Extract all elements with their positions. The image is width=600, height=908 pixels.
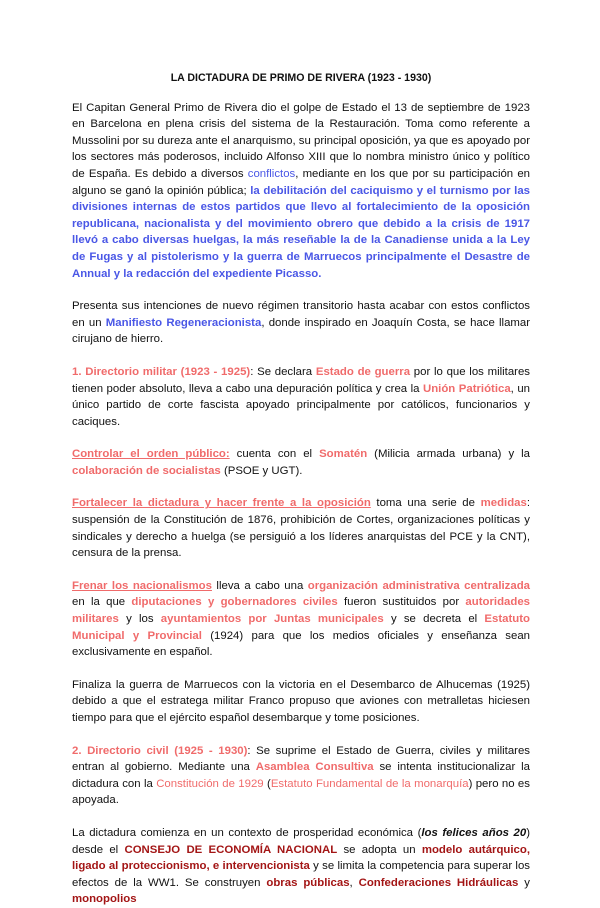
p8-run: Estatuto Fundamental de la monarquía: [270, 777, 469, 790]
paragraph-fortalecer-dictadura: [72, 495, 530, 561]
p1-run: el 13 de septiembre de 1923 en Barcelona en plena crisis del sistema de la Restauración. Toma como referente a: [72, 101, 530, 131]
p2-run: Manifiesto Regeneracionista: [105, 316, 262, 329]
p9-run: (: [413, 826, 422, 839]
p6-run: autoridades militares: [72, 596, 530, 626]
p1-run: dio el: [257, 101, 294, 114]
p1-run: , mediante en los que por su participación en alguno se ganó la opinión pública;: [72, 167, 530, 197]
p9-run: y: [518, 876, 530, 889]
p9-run: monopolios: [72, 893, 137, 906]
p7-run: Desembarco de Alhucemas (1925): [350, 678, 530, 691]
page-title: LA DICTADURA DE PRIMO DE RIVERA (1923 - 1930): [170, 72, 432, 84]
p9-run: obras públicas: [266, 876, 350, 889]
p9-run: La dictadura comienza en un contexto de: [72, 826, 294, 839]
paragraph-marruecos: [72, 677, 530, 727]
p9-run: CONSEJO DE ECONOMÍA NACIONAL: [124, 843, 338, 856]
p1-run: , su principal oposición, ya que es apoyado por los sectores más poderosos, incluido Alfonso XIII que lo nombra ministro único y político de España. Es debido a diversos: [72, 134, 530, 180]
p3-run: 1. Directorio militar (1923 - 1925): [72, 365, 251, 378]
p4-run: colaboración de socialistas: [72, 464, 221, 477]
p3-run: : Se declara: [250, 365, 316, 378]
p8-run: (: [263, 777, 271, 790]
p7-run: debido a que el estratega militar Franco propuso que aviones con metralletas hiciesen tiempo para que el ejército español desembarque y tome posiciones.: [72, 695, 530, 724]
p1-run: golpe de Estado: [293, 101, 378, 114]
p3-run: Unión Patriótica: [423, 382, 511, 395]
p9-run: y se limita la competencia para superar los efectos de la WW1. Se construyen: [72, 860, 530, 889]
p7-run: Finaliza la: [72, 678, 130, 691]
p8-run: ) pero no es apoyada.: [72, 777, 530, 807]
p1-run: El: [72, 101, 87, 114]
p6-run: ayuntamientos por Juntas municipales: [160, 613, 384, 626]
p6-run: fueron sustituidos por: [337, 596, 466, 609]
paragraph-intro: [72, 100, 530, 283]
p6-run: (1924) para que los medios oficiales y enseñanza sean exclusivamente en español.: [72, 629, 531, 659]
p8-run: 2. Directorio civil (1925 - 1930): [72, 744, 248, 757]
p9-run: se adopta un: [337, 843, 422, 856]
p4-run: cuenta con el: [229, 448, 320, 461]
p5-run: Fortalecer la dictadura y hacer frente a la oposición: [72, 497, 371, 510]
p1-run: Mussolini: [72, 134, 120, 147]
p2-run: .: [160, 333, 164, 346]
paragraph-manifiesto: [72, 298, 530, 348]
p1-run: conflictos: [247, 167, 296, 180]
p6-run: Frenar los nacionalismos: [72, 579, 212, 592]
p5-run: toma una serie de: [370, 497, 481, 510]
p5-run: : suspensión de la Constitución de 1876, prohibición de Cortes, organizaciones políticas y sindicales y derecho a huelga (se persiguió a los líderes anarquistas del PCE y la CNT), censura de la prensa.: [72, 497, 530, 560]
p5-run: medidas: [480, 497, 527, 510]
p2-run: cirujano de hierro: [72, 333, 161, 346]
paragraph-directorio-civil: [72, 743, 530, 809]
paragraph-orden-publico: [72, 446, 530, 479]
p7-run: con la victoria en el: [237, 678, 351, 691]
p6-run: diputaciones y gobernadores civiles: [131, 596, 338, 609]
p9-run: Confederaciones Hidráulicas: [358, 876, 519, 889]
p6-run: lleva a cabo una: [211, 579, 308, 592]
p8-run: : Se suprime el Estado de Guerra, civiles y militares entran al gobierno. Mediante una: [72, 744, 530, 774]
p8-run: se intenta institucionalizar la dictadura con la: [72, 761, 530, 790]
p3-run: , un único partido de corte fascista apoyado principalmente por católicos, funcionarios y caciques.: [72, 382, 531, 428]
paragraph-nacionalismos: [72, 578, 530, 661]
p1-run: anarquismo: [232, 134, 293, 147]
p8-run: Constitución de 1929: [156, 777, 264, 790]
p2-run: Presenta sus intenciones de nuevo régimen transitorio hasta acabar con estos conflictos en un: [72, 300, 530, 329]
p9-run: ) desde el: [72, 826, 531, 856]
p6-run: en la que: [72, 596, 132, 609]
p9-run: prosperidad económica: [293, 826, 414, 839]
p2-run: , donde inspirado en Joaquín Costa, se hace llamar: [261, 316, 531, 329]
p9-run: los felices años 20: [421, 826, 527, 839]
p6-run: Estatuto Municipal y Provincial: [72, 613, 530, 642]
p3-run: por lo que los militares tienen poder absoluto, lleva a cabo una depuración política y crea la: [72, 365, 530, 395]
paragraph-directorio-militar: [72, 364, 530, 430]
p4-run: (PSOE y UGT).: [220, 464, 303, 477]
p6-run: y se decreta el: [383, 613, 485, 626]
paragraph-economia: [72, 825, 530, 908]
p1-run: Capitan General Primo de Rivera: [86, 101, 258, 114]
p4-run: Controlar el orden público:: [72, 448, 230, 461]
p6-run: y los: [118, 613, 161, 626]
p8-run: Asamblea Consultiva: [255, 761, 374, 774]
p1-run: la debilitación del caciquismo y el turnismo por las divisiones internas de estos partidos que llevo al fortalecimiento de la oposición republicana, nacionalista y del movimiento obrero que debido a la crisis de 1917 llevó a cabo diversas huelgas, la más reseñable la de la Canadiense unida a la Ley de Fugas y al pistolerismo y la guerra de Marruecos principalmente el Desastre de Annual y la redacción del expediente Picasso.: [72, 184, 530, 280]
p9-run: modelo autárquico, ligado al proteccionismo, e intervencionista: [72, 843, 530, 873]
p4-run: (Milicia armada urbana) y la: [367, 448, 531, 461]
p4-run: Somatén: [319, 448, 368, 461]
p6-run: organización administrativa centralizada: [307, 579, 530, 592]
p9-run: ,: [349, 876, 359, 889]
p1-run: por su dureza ante el: [119, 134, 233, 147]
p3-run: Estado de guerra: [315, 365, 411, 378]
p7-run: guerra de Marruecos: [129, 678, 238, 691]
